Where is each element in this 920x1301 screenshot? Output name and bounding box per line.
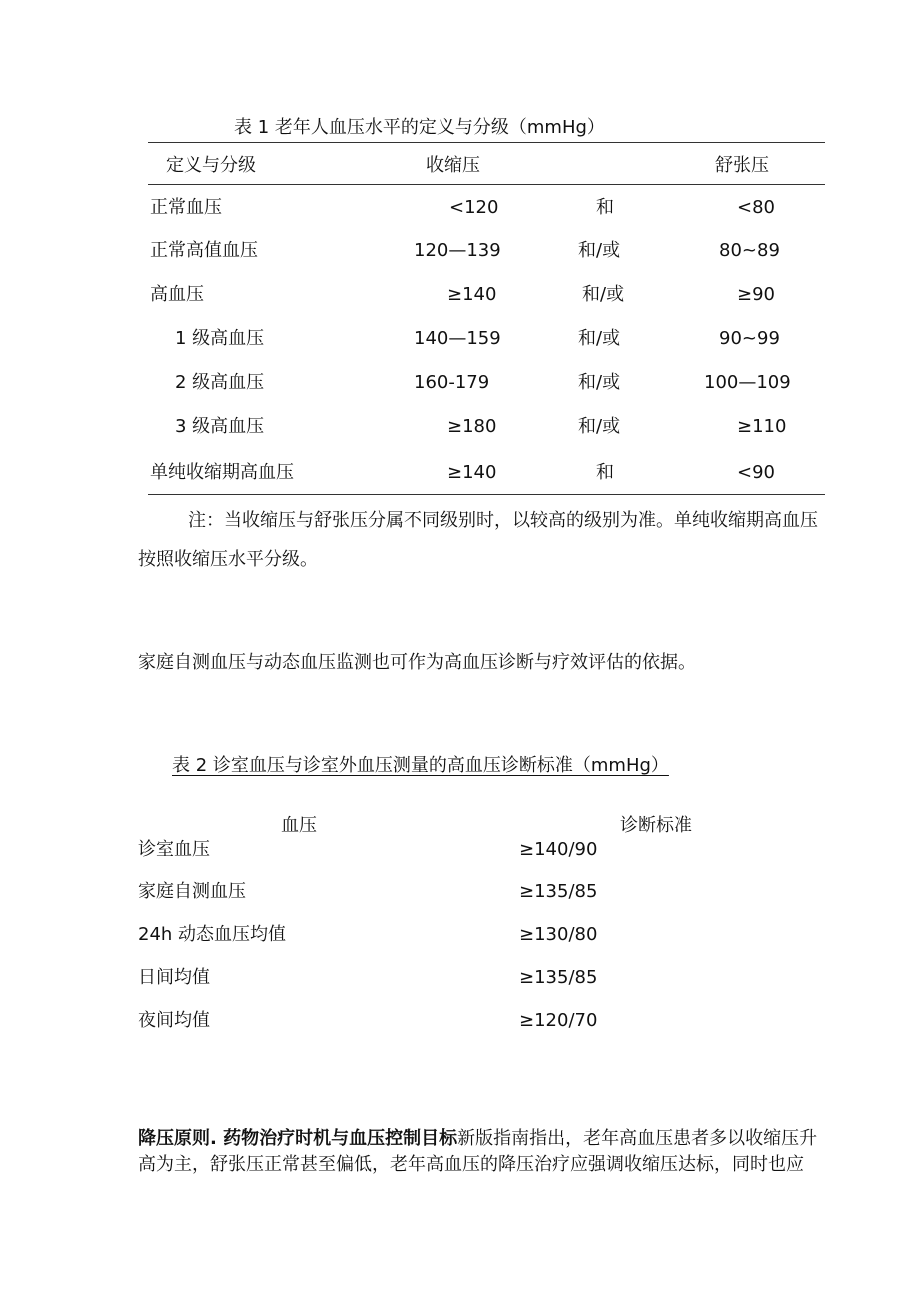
table1-row-conj: 和/或	[582, 284, 625, 305]
table1-row-sbp: ≥180	[447, 416, 497, 437]
table2-row-value: ≥135/85	[519, 881, 598, 902]
section-heading: 降压原则. 药物治疗时机与血压控制目标	[138, 1128, 458, 1149]
table1-row-dbp: <90	[737, 462, 775, 483]
body-paragraph-line2: 高为主，舒张压正常甚至偏低，老年高血压的降压治疗应强调收缩压达标，同时也应	[138, 1154, 804, 1175]
table2-row-label: 夜间均值	[138, 1010, 210, 1031]
table1-header-sbp: 收缩压	[426, 155, 480, 176]
table1-note-line1: 注：当收缩压与舒张压分属不同级别时，以较高的级别为准。单纯收缩期高血压	[188, 510, 818, 531]
table1-row-label: 高血压	[150, 284, 204, 305]
table1-row-dbp: ≥110	[737, 416, 787, 437]
table1-row-conj: 和/或	[578, 416, 621, 437]
table1-row-label: 正常高值血压	[150, 240, 258, 261]
table1-caption: 表 1 老年人血压水平的定义与分级（mmHg）	[234, 117, 605, 138]
table2-row-label: 诊室血压	[138, 839, 210, 860]
table2-header-criteria: 诊断标准	[620, 815, 692, 836]
table1-row-sbp: 120—139	[414, 240, 501, 261]
table2-row-label: 日间均值	[138, 967, 210, 988]
table1-row-sbp: <120	[449, 197, 499, 218]
body-paragraph-line1	[138, 1128, 817, 1150]
table1-row-sbp: ≥140	[447, 462, 497, 483]
table1-header-rule	[148, 184, 825, 185]
table1-row-label: 1 级高血压	[175, 328, 265, 349]
table1-header-category: 定义与分级	[166, 155, 256, 176]
table1-row-conj: 和/或	[578, 328, 621, 349]
table1-row-conj: 和/或	[578, 240, 621, 261]
table2-row-value: ≥135/85	[519, 967, 598, 988]
table1-row-label: 单纯收缩期高血压	[150, 462, 294, 483]
body-paragraph: 家庭自测血压与动态血压监测也可作为高血压诊断与疗效评估的依据。	[138, 652, 696, 673]
table1-row-sbp: ≥140	[447, 284, 497, 305]
table1-row-conj: 和/或	[578, 372, 621, 393]
table1-row-conj: 和	[596, 462, 614, 483]
table2-row-value: ≥120/70	[519, 1010, 598, 1031]
table2-row-label: 24h 动态血压均值	[138, 924, 287, 945]
table1-row-dbp: 90~99	[719, 328, 780, 349]
table1-row-sbp: 160-179	[414, 372, 490, 393]
table2-header-bp: 血压	[281, 815, 317, 836]
table1-row-dbp: <80	[737, 197, 775, 218]
table2-row-value: ≥140/90	[519, 839, 598, 860]
table1-row-dbp: ≥90	[737, 284, 775, 305]
table1-row-dbp: 100—109	[704, 372, 791, 393]
table1-row-dbp: 80~89	[719, 240, 780, 261]
table1-row-label: 3 级高血压	[175, 416, 265, 437]
paragraph-text: 新版指南指出，老年高血压患者多以收缩压升	[457, 1128, 818, 1149]
table1-row-conj: 和	[596, 197, 614, 218]
table1-note-line2: 按照收缩压水平分级。	[138, 549, 318, 570]
table1-header-dbp: 舒张压	[715, 155, 769, 176]
table1-bottom-rule	[148, 494, 825, 495]
table2-row-value: ≥130/80	[519, 924, 598, 945]
table1-row-sbp: 140—159	[414, 328, 501, 349]
table1-row-label: 2 级高血压	[175, 372, 265, 393]
table2-caption: 表 2 诊室血压与诊室外血压测量的高血压诊断标准（mmHg）	[172, 755, 669, 776]
table1-top-rule	[148, 142, 825, 143]
table2-row-label: 家庭自测血压	[138, 881, 246, 902]
table1-row-label: 正常血压	[150, 197, 222, 218]
